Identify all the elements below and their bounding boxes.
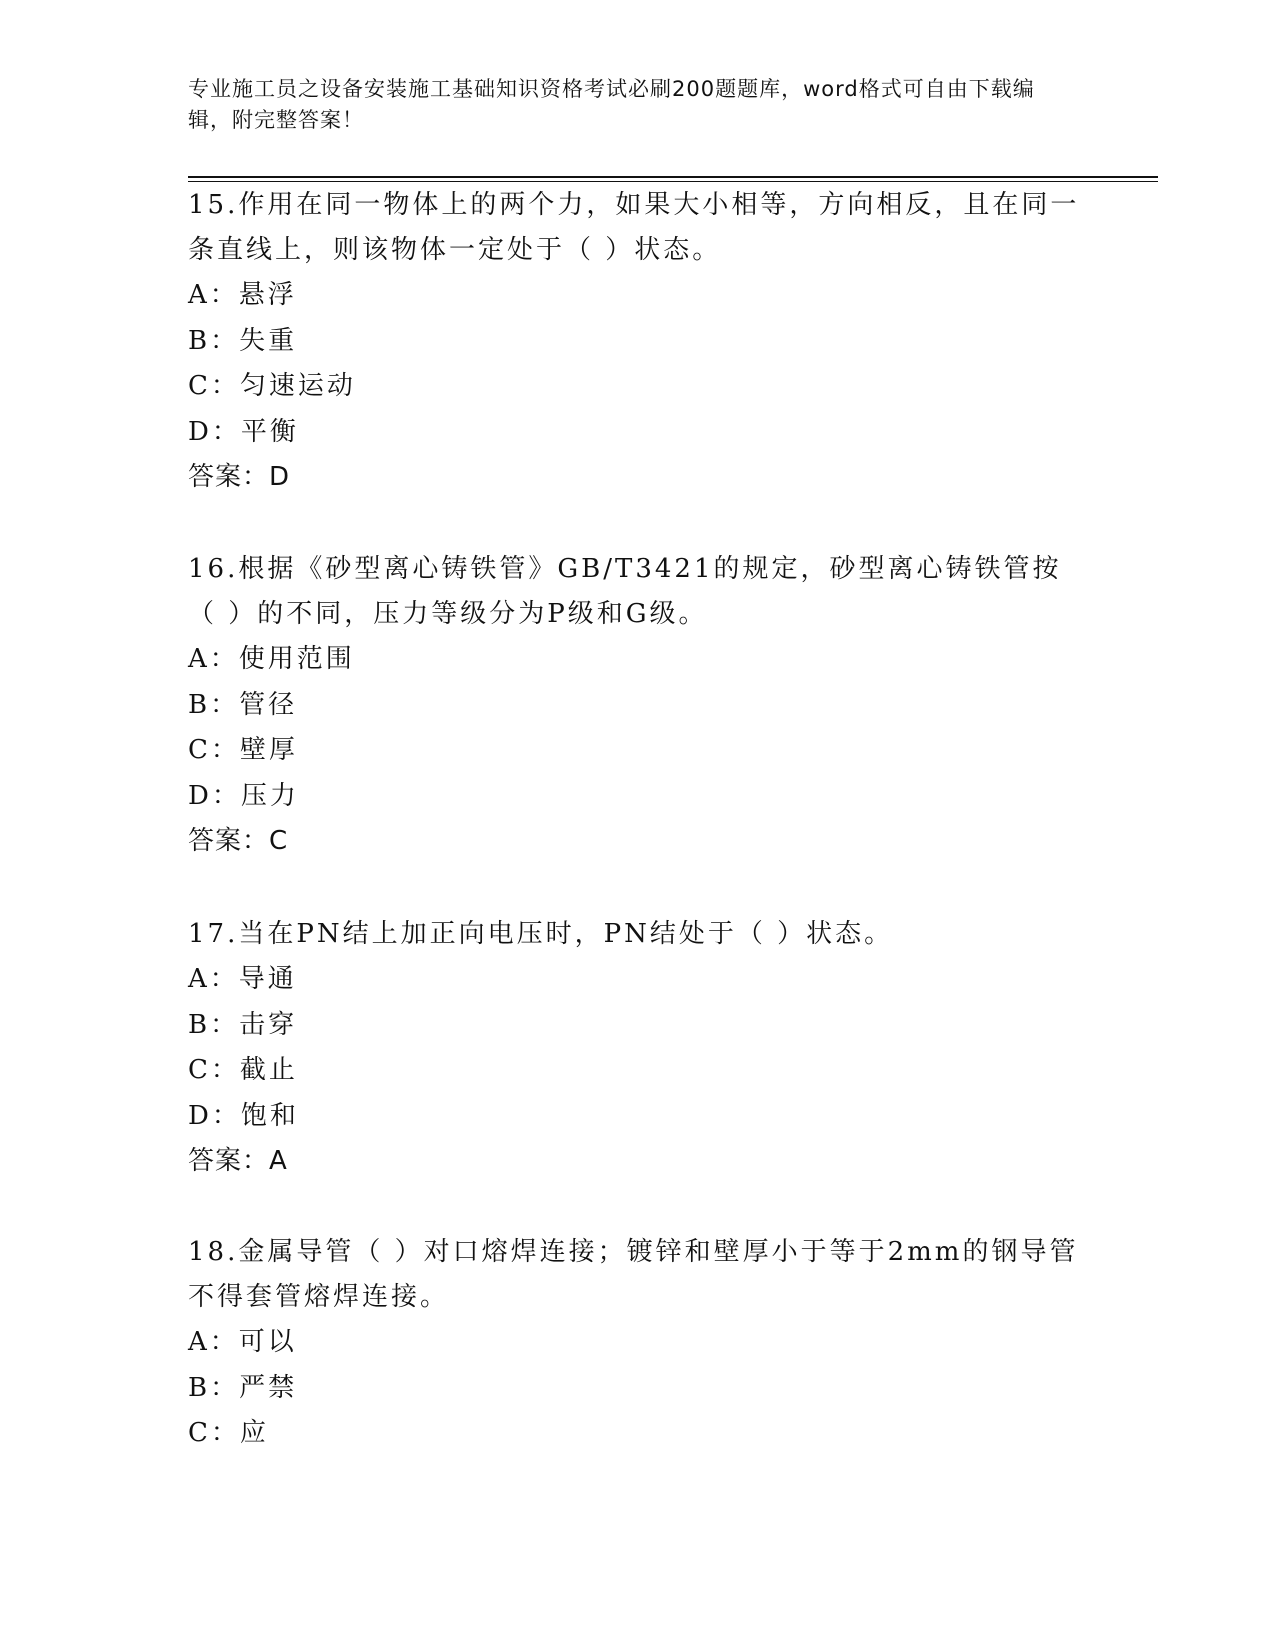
option-c: C：应 xyxy=(188,1418,269,1448)
question-17 xyxy=(188,912,1088,1184)
option-a: A：导通 xyxy=(188,964,297,994)
document-header: 专业施工员之设备安装施工基础知识资格考试必刷200题题库，word格式可自由下载编辑，附完整答案！ xyxy=(188,77,1035,132)
header-divider-thick xyxy=(188,176,1158,178)
question-16 xyxy=(188,547,1088,864)
question-15 xyxy=(188,183,1088,500)
option-d: D：压力 xyxy=(188,780,299,811)
option-b: B：管径 xyxy=(188,689,298,720)
question-text: 17.当在PN结上加正向电压时，PN结处于（ ）状态。 xyxy=(188,919,894,949)
header-divider-thin xyxy=(188,181,1158,182)
answer: 答案：A xyxy=(188,1146,288,1176)
option-c: C：壁厚 xyxy=(188,735,298,765)
option-a: A：可以 xyxy=(188,1327,297,1357)
answer: 答案：C xyxy=(188,826,289,856)
option-a: A：使用范围 xyxy=(188,644,355,674)
question-text: 15.作用在同一物体上的两个力，如果大小相等，方向相反，且在同一条直线上，则该物体一定处于（ ）状态。 xyxy=(188,190,1080,265)
option-c: C：匀速运动 xyxy=(188,371,356,401)
option-d: D：饱和 xyxy=(188,1100,299,1131)
option-c: C：截止 xyxy=(188,1055,298,1085)
question-text: 16.根据《砂型离心铸铁管》GB/T3421的规定，砂型离心铸铁管按（ ）的不同，压力等级分为P级和G级。 xyxy=(188,554,1062,629)
option-b: B：严禁 xyxy=(188,1372,298,1403)
option-b: B：失重 xyxy=(188,325,298,356)
answer: 答案：D xyxy=(188,462,291,492)
question-18 xyxy=(188,1230,1088,1457)
option-a: A：悬浮 xyxy=(188,280,297,310)
question-text: 18.金属导管（ ）对口熔焊连接；镀锌和壁厚小于等于2mm的钢导管不得套管熔焊连接。 xyxy=(188,1237,1079,1312)
option-b: B：击穿 xyxy=(188,1009,298,1040)
option-d: D：平衡 xyxy=(188,416,299,447)
